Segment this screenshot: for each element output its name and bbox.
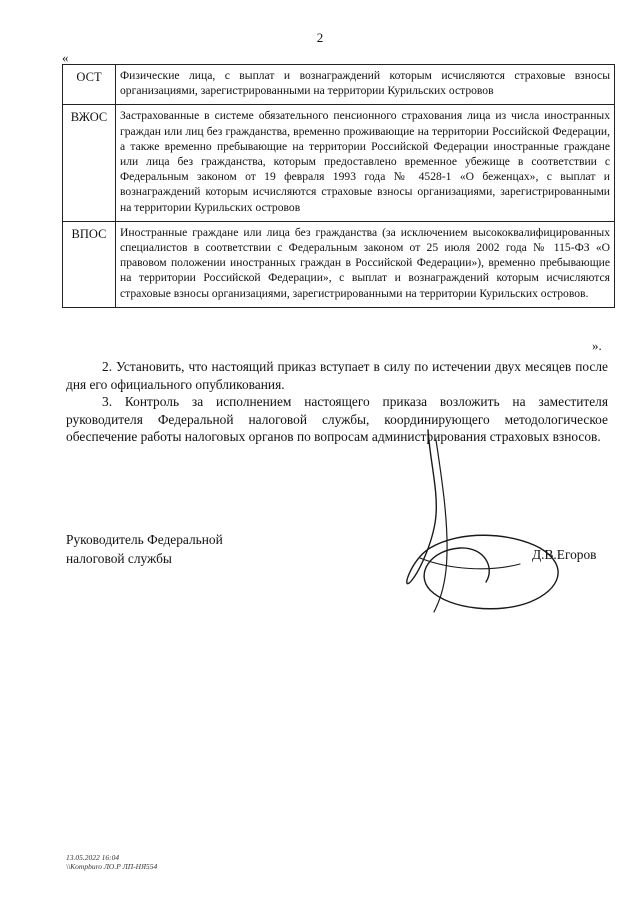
table-cell-code: ВПОС <box>63 221 116 307</box>
signer-title-line2: налоговой службы <box>66 551 172 566</box>
signer-name: Д.В.Егоров <box>532 547 597 562</box>
table-cell-description: Иностранные граждане или лица без гражданства (за исключением высококвалифицированных специалистов в соответствии с Федеральным законом от 25 июля 2002 года № 115-ФЗ «О правовом положении иностранных граждан в Российской Федерации»), временно пребывающие на территории Российской Федерации», с выплат и вознаграждений которым исчисляются страховые взносы организациями, зарегистрированными на территории Курильских островов. <box>116 221 615 307</box>
stamp-reference: \\Kompburo ЛО.Р ЛП-НЯ554 <box>66 862 158 871</box>
print-stamp <box>66 853 157 871</box>
table-cell-code: ВЖОС <box>63 105 116 221</box>
signer-title <box>66 530 223 568</box>
table-row <box>63 105 615 221</box>
handwritten-signature <box>390 420 590 630</box>
table-cell-code: ОСТ <box>63 65 116 105</box>
paragraph-control: 3. Контроль за исполнением настоящего приказа возложить на заместителя руководителя Федеральной налоговой службы, координирующего методологическое обеспечение работы налоговых органов по вопросам администрирования страховых взносов. <box>66 394 608 445</box>
closing-quote: ». <box>592 338 602 353</box>
table-row <box>63 65 615 105</box>
paragraph-effective-date: 2. Установить, что настоящий приказ вступает в силу по истечении двух месяцев после дня его официального опубликования. <box>66 359 608 392</box>
opening-quote: « <box>62 50 69 65</box>
table-row <box>63 221 615 307</box>
table-cell-description: Застрахованные в системе обязательного пенсионного страхования лица из числа иностранных граждан или лиц без гражданства, временно проживающие на территории Российской Федерации, а также временно пребывающие на территории Российской Федерации иностранные граждане или лица без гражданства, которым предоставлено временное убежище в соответствии с Федеральным законом от 19 февраля 1993 года № 4528-1 «О беженцах», с выплат и вознаграждений которым исчисляются страховые взносы организациями, зарегистрированными на территории Курильских островов <box>116 105 615 221</box>
stamp-datetime: 13.05.2022 16:04 <box>66 853 120 862</box>
table-cell-description: Физические лица, с выплат и вознаграждений которым исчисляются страховые взносы организациями, зарегистрированными на территории Курильских островов <box>116 65 615 105</box>
page-number: 2 <box>316 30 324 45</box>
codes-table <box>62 64 615 308</box>
signer-title-line1: Руководитель Федеральной <box>66 532 223 547</box>
